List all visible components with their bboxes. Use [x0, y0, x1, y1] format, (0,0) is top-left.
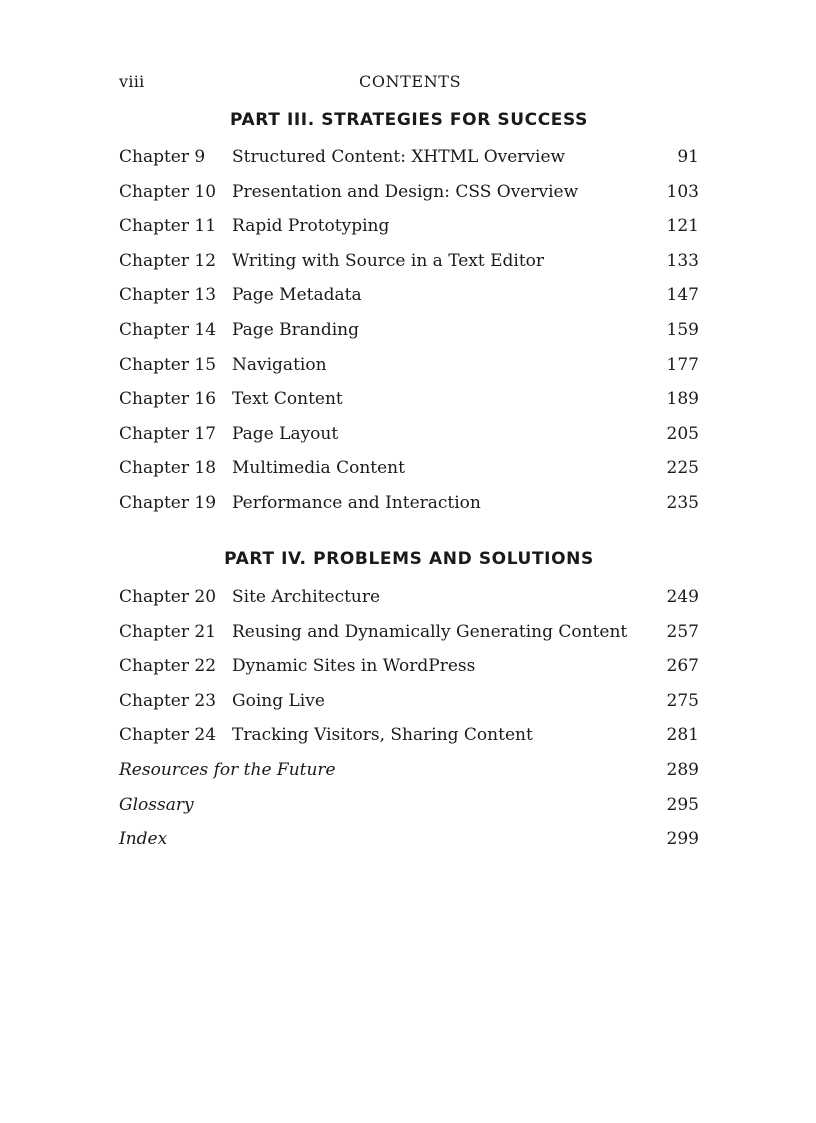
chapter-title: Navigation [232, 354, 327, 375]
toc-entry[interactable] [119, 585, 699, 620]
chapter-title: Rapid Prototyping [232, 216, 390, 237]
chapter-page-number: 205 [666, 423, 699, 444]
toc-entry[interactable] [119, 456, 699, 491]
running-head-title: CONTENTS [359, 72, 462, 91]
toc-entry[interactable] [119, 318, 699, 353]
chapter-label: Chapter 22 [119, 656, 217, 677]
back-matter-page-number: 299 [666, 829, 699, 850]
toc-list-part-iv [119, 585, 699, 862]
chapter-label: Chapter 14 [119, 319, 217, 340]
chapter-page-number: 275 [666, 690, 699, 711]
chapter-page-number: 225 [666, 458, 699, 479]
chapter-label: Chapter 21 [119, 621, 217, 642]
chapter-label: Chapter 11 [119, 216, 217, 237]
chapter-title: Going Live [232, 690, 325, 711]
back-matter-label: Glossary [119, 794, 194, 815]
toc-entry[interactable] [119, 387, 699, 422]
chapter-title: Performance and Interaction [232, 492, 481, 513]
chapter-page-number: 103 [666, 181, 699, 202]
chapter-page-number: 249 [666, 587, 699, 607]
toc-entry[interactable] [119, 249, 699, 284]
page-folio: viii [119, 72, 145, 91]
chapter-page-number: 91 [677, 147, 699, 167]
toc-entry[interactable] [119, 689, 699, 724]
back-matter-page-number: 289 [666, 759, 699, 780]
chapter-title: Page Branding [232, 319, 360, 340]
chapter-label: Chapter 12 [119, 250, 217, 271]
chapter-label: Chapter 15 [119, 354, 217, 375]
chapter-label: Chapter 9 [119, 147, 206, 167]
toc-entry[interactable] [119, 180, 699, 215]
chapter-page-number: 267 [666, 656, 699, 677]
chapter-label: Chapter 18 [119, 458, 217, 479]
chapter-page-number: 177 [666, 354, 699, 375]
chapter-title: Writing with Source in a Text Editor [232, 250, 545, 271]
chapter-page-number: 235 [666, 492, 699, 513]
toc-entry[interactable] [119, 491, 699, 526]
chapter-label: Chapter 13 [119, 285, 217, 306]
chapter-label: Chapter 23 [119, 690, 217, 711]
part-heading-part-iv: PART IV. PROBLEMS AND SOLUTIONS [224, 549, 594, 569]
toc-entry[interactable] [119, 422, 699, 457]
chapter-label: Chapter 10 [119, 181, 217, 202]
toc-entry[interactable] [119, 145, 699, 180]
chapter-page-number: 121 [666, 216, 699, 237]
chapter-title: Reusing and Dynamically Generating Content [232, 621, 628, 642]
chapter-title: Tracking Visitors, Sharing Content [232, 725, 533, 746]
toc-entry-resources[interactable] [119, 758, 699, 793]
chapter-title: Structured Content: XHTML Overview [232, 147, 566, 167]
chapter-label: Chapter 24 [119, 725, 217, 746]
chapter-label: Chapter 16 [119, 389, 217, 410]
chapter-title: Page Metadata [232, 285, 362, 306]
chapter-title: Dynamic Sites in WordPress [232, 656, 476, 677]
chapter-label: Chapter 19 [119, 492, 217, 513]
back-matter-page-number: 295 [666, 794, 699, 815]
chapter-title: Multimedia Content [232, 458, 405, 479]
chapter-title: Page Layout [232, 423, 339, 444]
toc-entry[interactable] [119, 283, 699, 318]
toc-entry[interactable] [119, 723, 699, 758]
toc-entry[interactable] [119, 620, 699, 655]
toc-list-part-iii [119, 145, 699, 526]
toc-entry-index[interactable] [119, 827, 699, 862]
toc-entry[interactable] [119, 353, 699, 388]
back-matter-label: Resources for the Future [119, 759, 336, 780]
running-head [119, 72, 699, 94]
chapter-label: Chapter 17 [119, 423, 217, 444]
chapter-page-number: 159 [666, 319, 699, 340]
chapter-title: Site Architecture [232, 587, 381, 607]
chapter-title: Presentation and Design: CSS Overview [232, 181, 579, 202]
part-heading-part-iii: PART III. STRATEGIES FOR SUCCESS [230, 110, 588, 130]
chapter-page-number: 189 [666, 389, 699, 410]
toc-entry[interactable] [119, 654, 699, 689]
chapter-label: Chapter 20 [119, 587, 217, 607]
chapter-page-number: 147 [666, 285, 699, 306]
back-matter-label: Index [119, 829, 168, 850]
toc-entry[interactable] [119, 214, 699, 249]
chapter-page-number: 257 [666, 621, 699, 642]
toc-entry-glossary[interactable] [119, 793, 699, 828]
chapter-title: Text Content [232, 389, 343, 410]
chapter-page-number: 281 [666, 725, 699, 746]
chapter-page-number: 133 [666, 250, 699, 271]
